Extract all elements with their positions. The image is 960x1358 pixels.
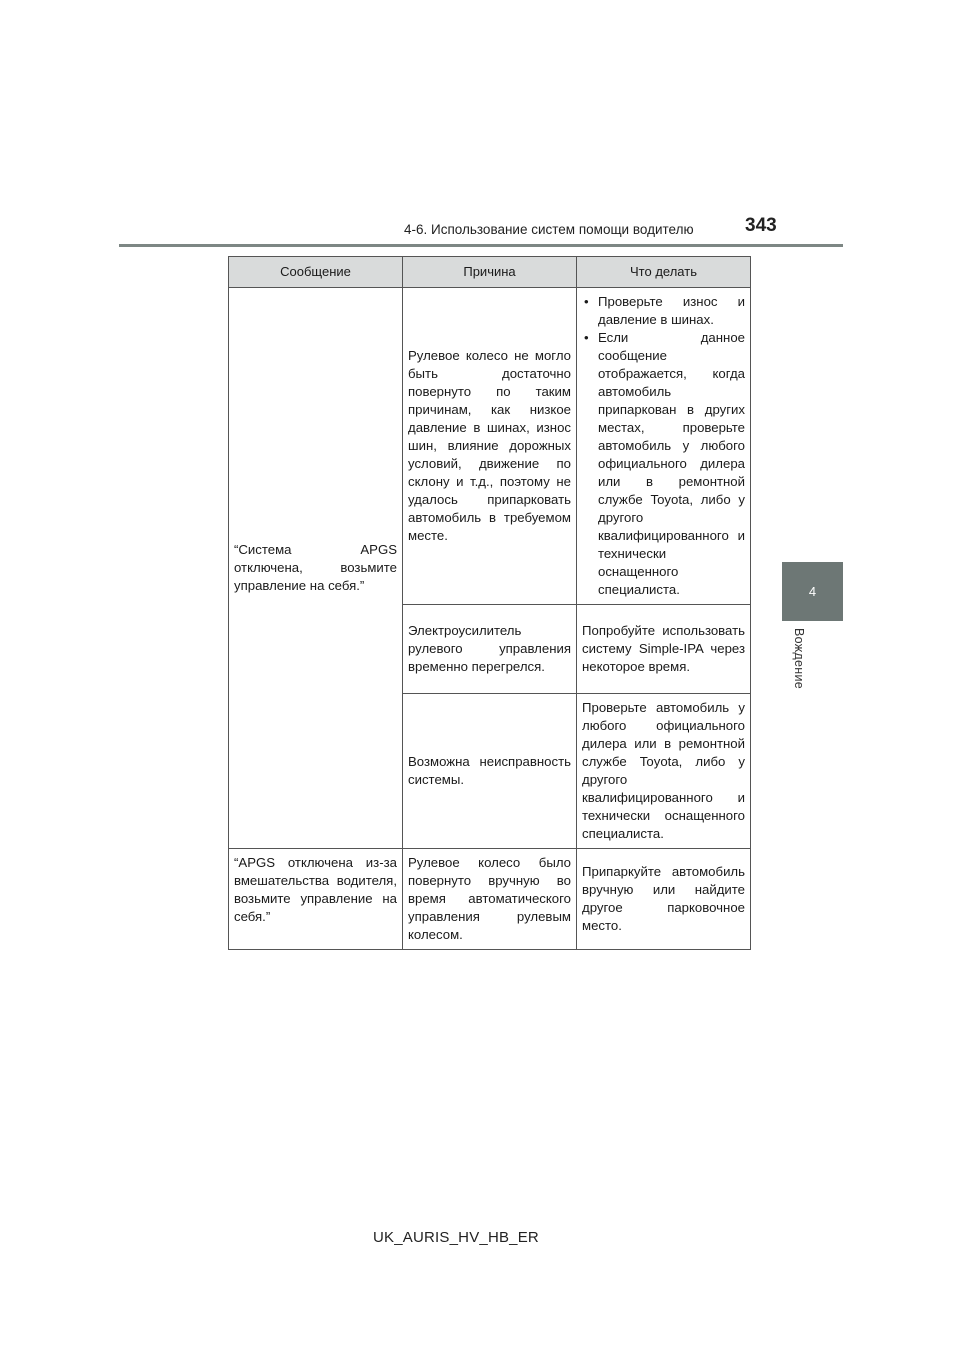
action-cell: Попробуйте использовать систему Simple-IPA через некоторое время.: [577, 605, 751, 694]
table-row: [229, 288, 751, 605]
column-header-reason: Причина: [403, 257, 577, 288]
action-cell: [577, 288, 751, 605]
table-header-row: [229, 257, 751, 288]
header-rule: [119, 244, 843, 247]
section-title: 4-6. Использование систем помощи водителю: [404, 222, 694, 237]
column-header-message: Сообщение: [229, 257, 403, 288]
reason-cell: Рулевое колесо не могло быть достаточно повернуто по таким причинам, как низкое давление в шинах, износ шин, влияние дорожных условий, движение по склону и т.д., поэтому не удалось припарковать автомобиль в требуемом месте.: [403, 288, 577, 605]
list-item: • Проверьте износ и давление в шинах.: [582, 293, 745, 329]
chapter-label: Вождение: [792, 628, 806, 689]
action-cell: Проверьте автомобиль у любого официального дилера или в ремонтной службе Toyota, либо у другого квалифицированного и технически оснащенного специалиста.: [577, 694, 751, 849]
reason-cell: Электроусилитель рулевого управления временно перегрелся.: [403, 605, 577, 694]
messages-table: [228, 256, 751, 950]
table-row: [229, 849, 751, 950]
message-cell: “APGS отключена из-за вмешательства водителя, возьмите управление на себя.”: [229, 849, 403, 950]
chapter-tab: [782, 562, 843, 621]
action-cell: Припаркуйте автомобиль вручную или найдите другое парковочное место.: [577, 849, 751, 950]
page-number: 343: [745, 215, 777, 236]
reason-cell: Рулевое колесо было повернуто вручную во время автоматического управления рулевым колесом.: [403, 849, 577, 950]
document-code: UK_AURIS_HV_HB_ER: [373, 1229, 539, 1246]
reason-cell: Возможна неисправность системы.: [403, 694, 577, 849]
column-header-action: Что делать: [577, 257, 751, 288]
list-item: • Если данное сообщение отображается, когда автомобиль припаркован в других местах, проверьте автомобиль у любого официального дилера или в ремонтной службе Toyota, либо у другого квалифицированного и технически оснащенного специалиста.: [582, 329, 745, 599]
action-list: [582, 293, 745, 599]
message-cell: “Система APGS отключена, возьмите управление на себя.”: [229, 288, 403, 849]
chapter-number: 4: [808, 584, 817, 599]
